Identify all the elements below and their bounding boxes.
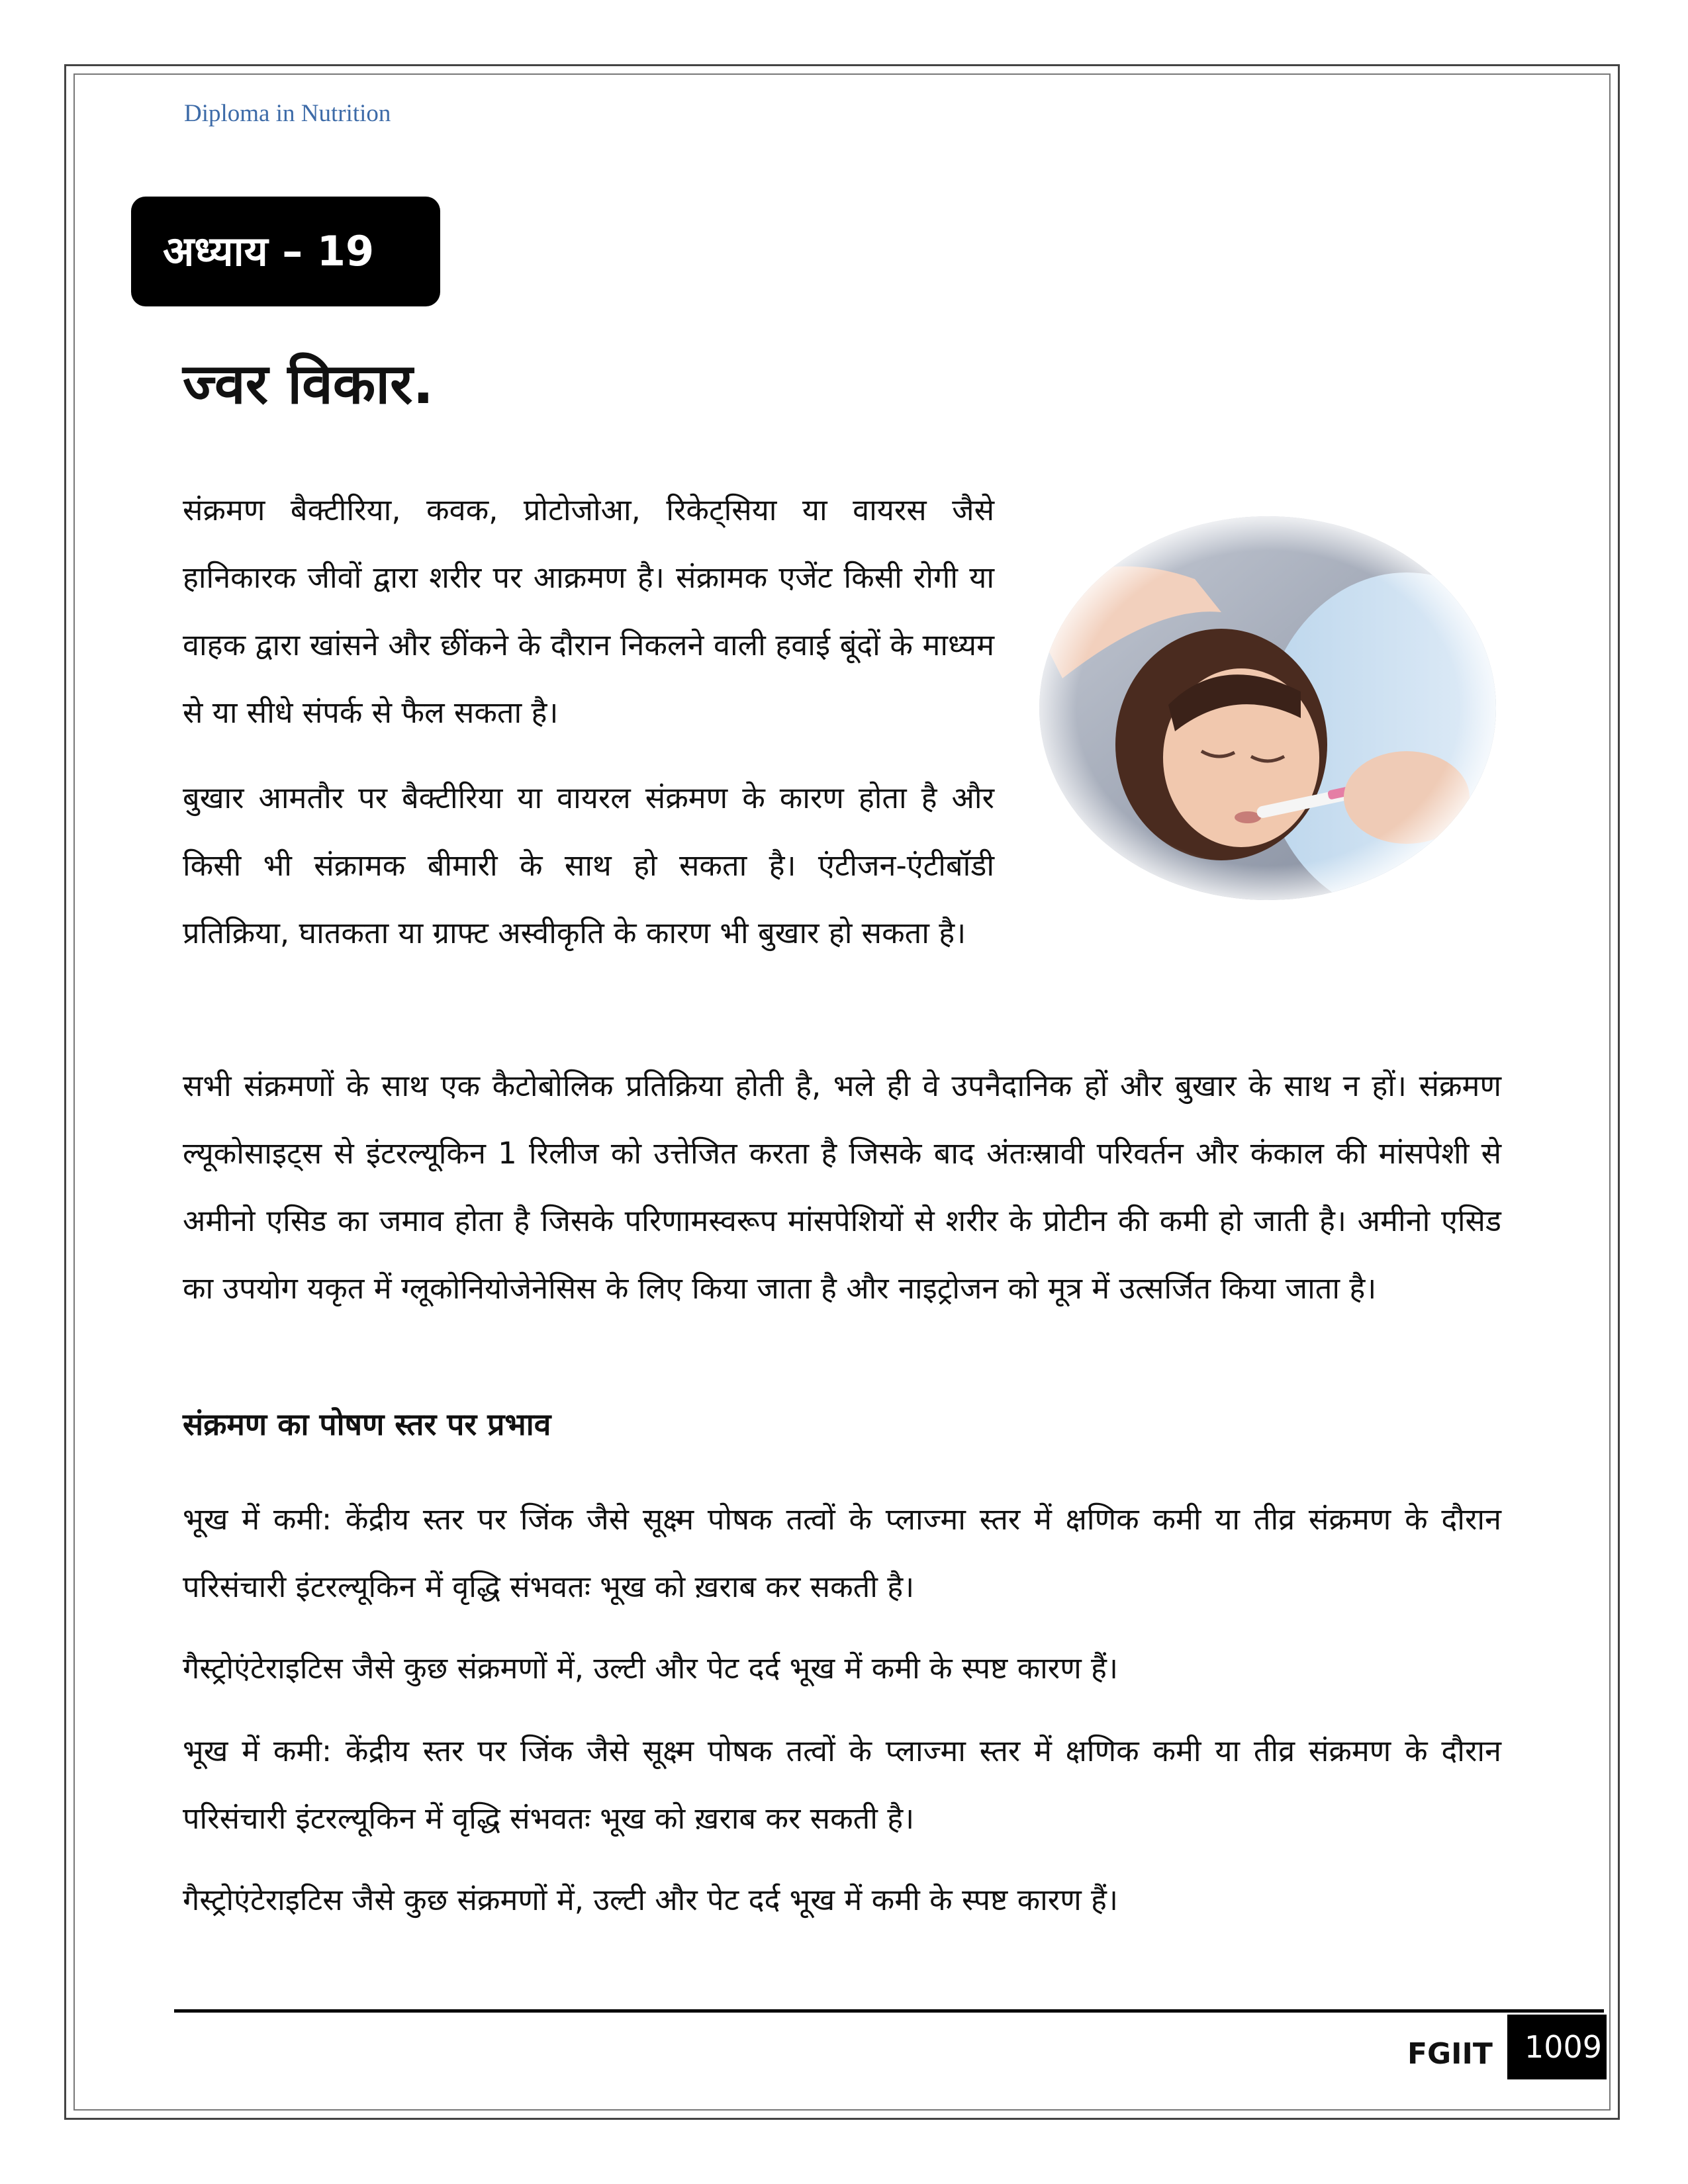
- footer-organization: FGIIT: [1407, 2037, 1493, 2071]
- footer-divider: [174, 2009, 1604, 2013]
- course-header: Diploma in Nutrition: [184, 100, 391, 127]
- section-subheading: संक्रमण का पोषण स्तर पर प्रभाव: [183, 1406, 551, 1442]
- body-paragraph: भूख में कमी: केंद्रीय स्तर पर जिंक जैसे सूक्ष्म पोषक तत्वों के प्लाज्मा स्तर में क्षणिक कमी या तीव्र संक्रमण के दौरान परिसंचारी इंटरल्यूकिन में वृद्धि संभवतः भूख को ख़राब कर सकती है।: [183, 1502, 1501, 1604]
- body-paragraph: संक्रमण बैक्टीरिया, कवक, प्रोटोजोआ, रिकेट्सिया या वायरस जैसे हानिकारक जीवों द्वारा शरीर पर आक्रमण है। संक्रामक एजेंट किसी रोगी या वाहक द्वारा खांसने और छींकने के दौरान निकलने वाली हवाई बूंदों के माध्यम से या सीधे संपर्क से फैल सकता है।: [183, 492, 994, 730]
- body-paragraph: सभी संक्रमणों के साथ एक कैटोबोलिक प्रतिक्रिया होती है, भले ही वे उपनैदानिक हों और बुखार के साथ न हों। संक्रमण ल्यूकोसाइट्स से इंटरल्यूकिन 1 रिलीज को उत्तेजित करता है जिसके बाद अंतःस्रावी परिवर्तन और कंकाल की मांसपेशी से अमीनो एसिड का जमाव होता है जिसके परिणामस्वरूप मांसपेशियों से शरीर के प्रोटीन की कमी हो जाती है। अमीनो एसिड का उपयोग यकृत में ग्लूकोनियोजेनेसिस के लिए किया जाता है और नाइट्रोजन को मूत्र में उत्सर्जित किया जाता है।: [183, 1068, 1501, 1306]
- body-paragraph: गैस्ट्रोएंटेराइटिस जैसे कुछ संक्रमणों में, उल्टी और पेट दर्द भूख में कमी के स्पष्ट कारण हैं।: [183, 1651, 1118, 1686]
- sick-child-with-thermometer-photo: [1023, 506, 1513, 910]
- body-paragraph: भूख में कमी: केंद्रीय स्तर पर जिंक जैसे सूक्ष्म पोषक तत्वों के प्लाज्मा स्तर में क्षणिक कमी या तीव्र संक्रमण के दौरान परिसंचारी इंटरल्यूकिन में वृद्धि संभवतः भूख को ख़राब कर सकती है।: [183, 1733, 1501, 1836]
- page-title: ज्वर विकार.: [183, 351, 434, 416]
- chapter-badge: अध्याय – 19: [131, 197, 440, 306]
- body-paragraph: बुखार आमतौर पर बैक्टीरिया या वायरल संक्रमण के कारण होता है और किसी भी संक्रामक बीमारी के साथ हो सकता है। एंटीजन-एंटीबॉडी प्रतिक्रिया, घातकता या ग्राफ्ट अस्वीकृति के कारण भी बुखार हो सकता है।: [183, 780, 994, 950]
- body-paragraph: गैस्ट्रोएंटेराइटिस जैसे कुछ संक्रमणों में, उल्टी और पेट दर्द भूख में कमी के स्पष्ट कारण हैं।: [183, 1882, 1118, 1917]
- page-number: 1009: [1507, 2015, 1607, 2079]
